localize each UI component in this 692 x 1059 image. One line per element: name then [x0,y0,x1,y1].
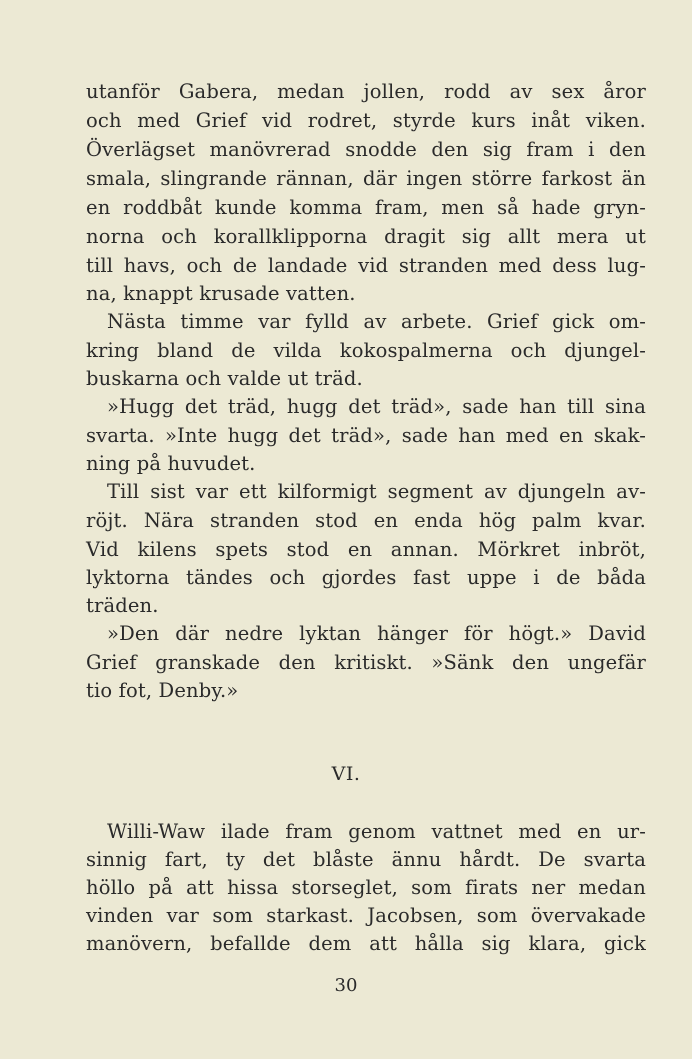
text-line: Till sist var ett kilformigt segment av djungeln av- [107,480,646,503]
page-number: 30 [334,975,358,996]
text-line: buskarna och valde ut träd. [86,367,363,390]
text-line: Nästa timme var fylld av arbete. Grief gick om- [107,310,646,333]
text-line: norna och korallklipporna dragit sig allt mera ut [86,225,646,248]
text-line: »Den där nedre lyktan hänger för högt.» David [107,622,646,645]
text-line: en roddbåt kunde komma fram, men så hade gryn- [86,196,646,219]
text-line: och med Grief vid rodret, styrde kurs inåt viken. [86,109,646,132]
chapter-heading: VI. [331,763,361,785]
text-line: manövern, befallde dem att hålla sig klara, gick [86,932,646,955]
text-line: tio fot, Denby.» [86,679,239,702]
text-line: Vid kilens spets stod en annan. Mörkret inbröt, [86,538,646,561]
text-line: träden. [86,594,159,617]
text-line: svarta. »Inte hugg det träd», sade han med en skak- [86,424,646,447]
text-line: ning på huvudet. [86,452,256,475]
text-line: »Hugg det träd, hugg det träd», sade han till sina [107,395,646,418]
text-line: kring bland de vilda kokospalmerna och djungel- [86,339,646,362]
text-line: röjt. Nära stranden stod en enda hög palm kvar. [86,509,646,532]
text-line: na, knappt krusade vatten. [86,282,356,305]
text-line: smala, slingrande rännan, där ingen större farkost än [86,167,646,190]
text-line: utanför Gabera, medan jollen, rodd av sex åror [86,80,646,103]
text-line: Willi-Waw ilade fram genom vattnet med en ur- [107,820,646,843]
text-line: Grief granskade den kritiskt. »Sänk den ungefär [86,651,646,674]
text-line: sinnig fart, ty det blåste ännu hårdt. De svarta [86,848,646,871]
text-line: vinden var som starkast. Jacobsen, som övervakade [86,904,646,927]
text-line: lyktorna tändes och gjordes fast uppe i de båda [86,566,646,589]
text-line: höllo på att hissa storseglet, som firats ner medan [86,876,646,899]
text-line: till havs, och de landade vid stranden med dess lug- [86,254,646,277]
text-line: Överlägset manövrerad snodde den sig fram i den [86,138,646,161]
